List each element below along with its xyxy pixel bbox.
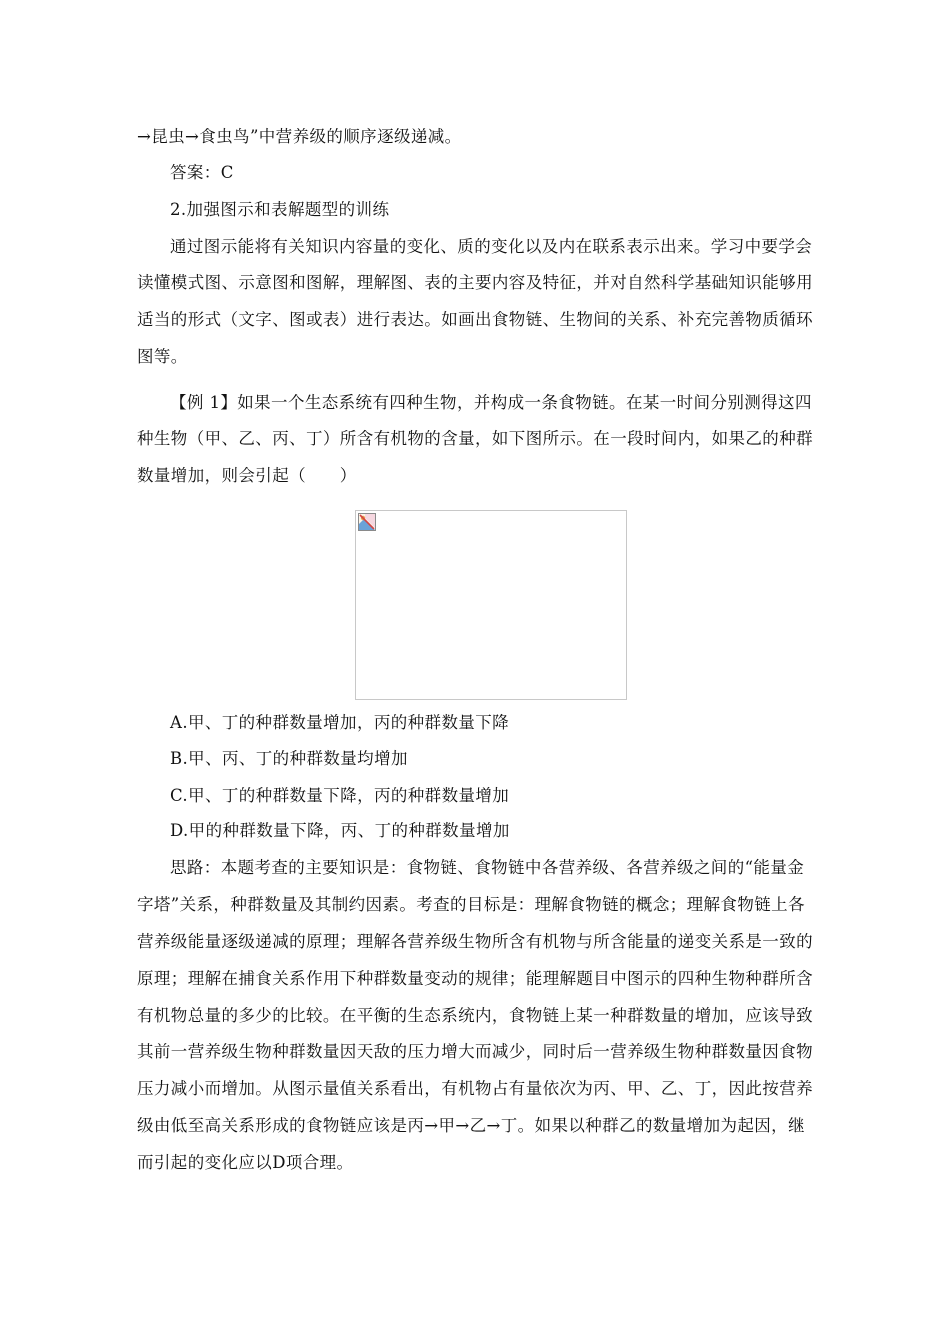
- analysis-line: 原理；理解在捕食关系作用下种群数量变动的规律；能理解题目中图示的四种生物种群所含: [137, 969, 813, 988]
- analysis-line: 而引起的变化应以D项合理。: [137, 1153, 354, 1172]
- analysis-line: 有机物总量的多少的比较。在平衡的生态系统内，食物链上某一种群数量的增加，应该导致: [137, 1006, 813, 1025]
- analysis-line: 其前一营养级生物种群数量因天敌的压力增大而减少，同时后一营养级生物种群数量因食物: [137, 1042, 813, 1061]
- analysis-line: 级由低至高关系形成的食物链应该是丙→甲→乙→丁。如果以种群乙的数量增加为起因，继: [137, 1116, 805, 1135]
- paragraph-line: 通过图示能将有关知识内容量的变化、质的变化以及内在联系表示出来。学习中要学会: [170, 237, 813, 256]
- example-question-line: 数量增加，则会引起（ ）: [137, 466, 357, 485]
- analysis-line: 营养级能量逐级递减的原理；理解各营养级生物所含有机物与所含能量的递变关系是一致的: [137, 932, 813, 951]
- text-line: →昆虫→食虫鸟”中营养级的顺序逐级递减。: [137, 127, 462, 146]
- example-question-line: 种生物（甲、乙、丙、丁）所含有机物的含量，如下图所示。在一段时间内，如果乙的种群: [137, 429, 813, 448]
- paragraph-line: 图等。: [137, 347, 188, 366]
- option-b: B.甲、丙、丁的种群数量均增加: [170, 749, 408, 768]
- example-question-line: 【例 1】如果一个生态系统有四种生物，并构成一条食物链。在某一时间分别测得这四: [170, 393, 812, 412]
- section-heading: 2.加强图示和表解题型的训练: [170, 200, 390, 219]
- answer-line: 答案：C: [170, 163, 234, 182]
- broken-image-icon: [358, 513, 376, 531]
- paragraph-line: 读懂模式图、示意图和图解，理解图、表的主要内容及特征，并对自然科学基础知识能够用: [137, 273, 813, 292]
- paragraph-line: 适当的形式（文字、图或表）进行表达。如画出食物链、生物间的关系、补充完善物质循环: [137, 310, 813, 329]
- analysis-line: 字塔”关系，种群数量及其制约因素。考查的目标是：理解食物链的概念；理解食物链上各: [137, 895, 805, 914]
- analysis-line: 压力减小而增加。从图示量值关系看出，有机物占有量依次为丙、甲、乙、丁，因此按营养: [137, 1079, 813, 1098]
- figure-placeholder: [355, 510, 627, 700]
- option-d: D.甲的种群数量下降，丙、丁的种群数量增加: [170, 821, 510, 840]
- option-a: A.甲、丁的种群数量增加，丙的种群数量下降: [170, 713, 510, 732]
- option-c: C.甲、丁的种群数量下降，丙的种群数量增加: [170, 786, 510, 805]
- analysis-line: 思路：本题考查的主要知识是：食物链、食物链中各营养级、各营养级之间的“能量金: [170, 858, 805, 877]
